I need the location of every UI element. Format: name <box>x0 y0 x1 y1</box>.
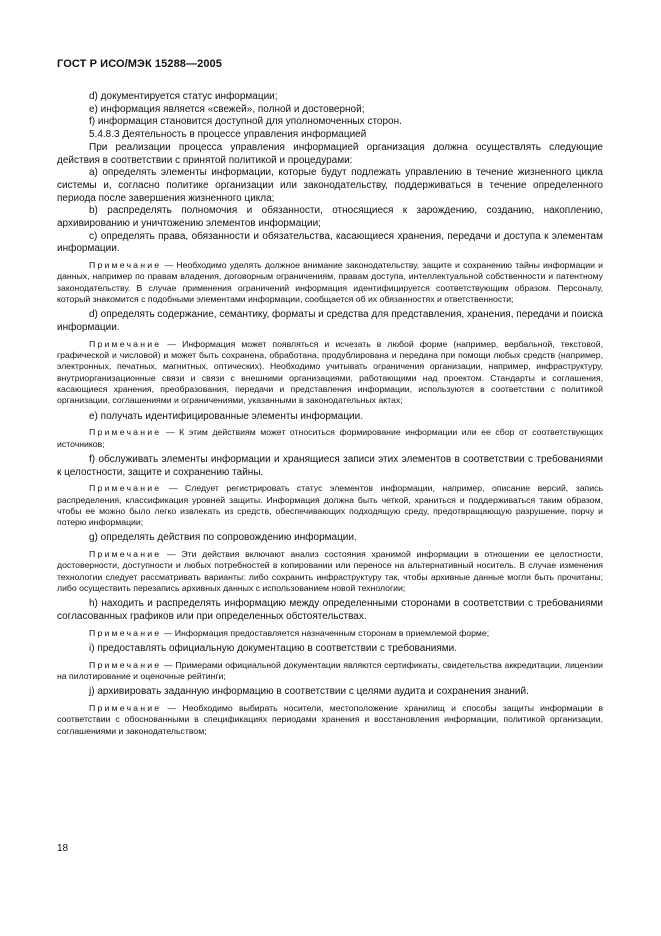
note-8 <box>57 703 603 737</box>
document-header: ГОСТ Р ИСО/МЭК 15288—2005 <box>57 58 222 70</box>
action-e: e) получать идентифицированные элементы информации. <box>89 410 363 422</box>
note-label: Примечание <box>89 483 162 494</box>
paragraph-intro: При реализации процесса управления информацией организация должна осуществлять следующие действия в соответствии с принятой политикой и процедурами: <box>57 141 603 166</box>
action-a: a) определять элементы информации, которые будут подлежать управлению в течение жизненного цикла системы и, согласно политике организации или законодательству, поддерживаться в течение определенного периода после завершения жизненного цикла; <box>57 167 603 204</box>
section-heading: 5.4.8.3 Деятельность в процессе управления информацией <box>89 129 367 141</box>
page-number: 18 <box>57 843 69 854</box>
action-g: g) определять действия по сопровождению информации. <box>89 532 357 544</box>
note-text: — Следует регистрировать статус элементов информации, например, описание версий, запись распределения, классификация уровней защиты. Информация должна быть четкой, храниться и поддерживаться таким образом, чтобы ее можно было легко извлекать из средств, обеспечивающих подходящую среду, предотвращающую разрушение, порчу и потерю информации; <box>57 483 603 528</box>
note-text: — Примерами официальной документации являются сертификаты, свидетельства аккредитации, лицензии на пилотирование и оценочные рейтинги; <box>57 659 603 681</box>
note-label: Примечание <box>89 427 162 438</box>
note-4 <box>57 483 603 528</box>
note-text: — Информация может появляться и исчезать в любой форме (например, вербальной, текстовой, графической и числовой) и может быть сохранена, обработана, продублирована и передана при помощи любых средств (например, электронных, печатных, магнитных, оптических). Необходимо учитывать ограничения организации, например, инфраструктуру, внутриорганизационные связи и связи с внешними организациями, работающими над проектом. Стандарты и соглашения, касающиеся хранения, преобразования, передачи и представления информации, используются в соответствии с политикой организации, соглашениями и ограничениями, указанными в законодательных актах; <box>57 338 603 406</box>
action-h: h) находить и распределять информацию между определенными сторонами в соответствии с требованиями согласованных графиков или при определенных обстоятельствах. <box>57 598 603 622</box>
action-j: j) архивировать заданную информацию в соответствии с целями аудита и сохранения знаний. <box>89 686 529 698</box>
note-label: Примечание <box>89 260 162 271</box>
note-label: Примечание <box>89 703 162 713</box>
note-1 <box>57 260 603 305</box>
note-2 <box>57 339 603 407</box>
note-label: Примечание <box>89 627 162 638</box>
note-text: — Необходимо выбирать носители, местоположение хранилищ и способы защиты информации в соответствии с обоснованными в спецификациях периодами хранения и восстановления информации, политикой организации, соглашениями и законодательством; <box>57 703 603 736</box>
note-label: Примечание <box>89 659 162 670</box>
note-label: Примечание <box>89 549 162 560</box>
note-text: — Информация предоставляется назначенным сторонам в приемлемой форме; <box>161 627 490 638</box>
list-item-e: e) информация является «свежей», полной и достоверной; <box>89 103 365 115</box>
action-b: b) распределять полномочия и обязанности, относящиеся к зарождению, созданию, накоплению, архивированию и уничтожению элементов информации; <box>57 205 603 230</box>
note-label: Примечание <box>89 338 162 349</box>
action-c: c) определять права, обязанности и обязательства, касающиеся хранения, передачи и доступа к элементам информации. <box>57 230 603 255</box>
note-text: — Необходимо уделять должное внимание законодательству, защите и сохранению тайны информации и данных, например по правам владения, договорным ограничениям, правам доступа, интеллектуальной собственности и патентному законодательству. В случае применения ограничений информация идентифицируется соответствующим образом. Персоналу, который знакомится с подобными элементами информации, сообщается об их обязанностях и ответственности; <box>57 260 603 305</box>
note-7 <box>57 660 603 683</box>
note-3 <box>57 427 603 450</box>
note-5 <box>57 549 603 594</box>
action-i: i) предоставлять официальную документацию в соответствии с требованиями. <box>89 643 458 654</box>
action-f: f) обслуживать элементы информации и хранящиеся записи этих элементов в соответствии с требованиями к целостности, защите и сохранению тайны. <box>57 453 603 478</box>
action-d: d) определять содержание, семантику, форматы и средства для представления, хранения, передачи и поиска информации. <box>57 309 603 334</box>
note-text: — Эти действия включают анализ состояния хранимой информации в отношении ее целостности, достоверности, доступности и любых потребностей в копировании или переносе на альтернативный носитель. В случае изменения технологии следует рассматривать варианты: либо сохранить инфраструктуру так, чтобы архивные данные могли быть прочитаны; либо осуществить перезапись архивных данных с использованием новой технологии; <box>57 549 603 593</box>
page-content <box>57 91 603 737</box>
note-6 <box>57 628 603 639</box>
list-item-d: d) документируется статус информации; <box>89 91 278 102</box>
list-item-f: f) информация становится доступной для уполномоченных сторон. <box>89 116 402 128</box>
note-text: — К этим действиям может относиться формирование информации или ее сбор от соответствующих источников; <box>57 427 603 449</box>
